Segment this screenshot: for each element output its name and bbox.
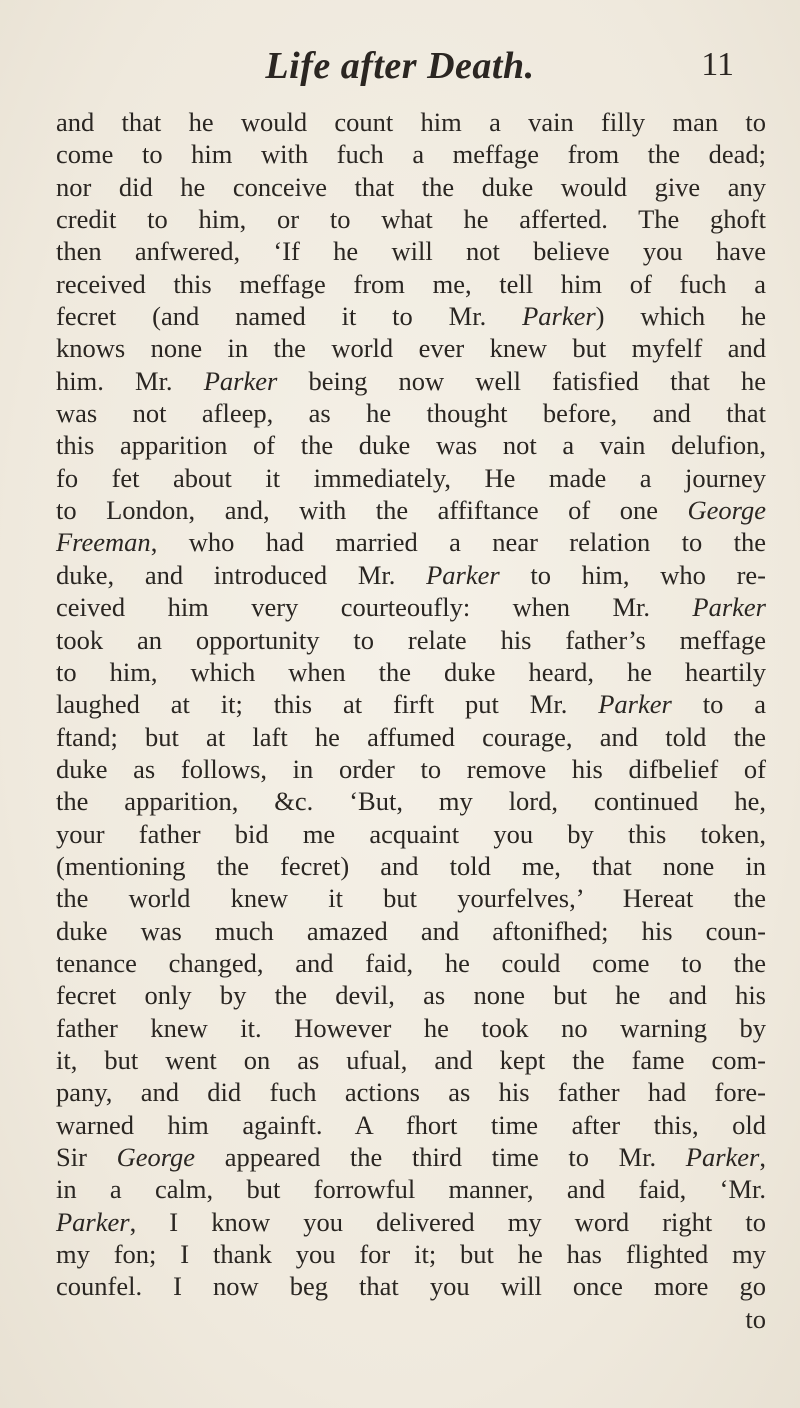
text-line: laughed at it; this at firft put Mr. Parker to a — [56, 689, 766, 720]
text-line: then anfwered, ‘If he will not believe you have — [56, 236, 766, 267]
text-line: Sir George appeared the third time to Mr. Parker, — [56, 1142, 766, 1172]
text-line: ceived him very courteoufly: when Mr. Parker — [56, 592, 766, 623]
text-line: was not afleep, as he thought before, and that — [56, 398, 766, 429]
text-line: tenance changed, and faid, he could come to the — [56, 947, 766, 978]
text-line: the apparition, &c. ‘But, my lord, continued he, — [56, 786, 766, 817]
catchword: to — [745, 1303, 766, 1334]
text-line: credit to him, or to what he afferted. The ghoft — [56, 204, 766, 235]
text-line: my fon; I thank you for it; but he has flighted my — [56, 1239, 766, 1270]
text-line: father knew it. However he took no warning by — [56, 1012, 766, 1043]
text-line: duke was much amazed and aftonifhed; his coun- — [56, 915, 766, 946]
text-line: to London, and, with the affiftance of one George — [56, 495, 766, 526]
text-line: him. Mr. Parker being now well fatisfied that he — [56, 365, 766, 396]
text-line: fo fet about it immediately, He made a journey — [56, 462, 766, 493]
text-line: this apparition of the duke was not a vain delufion, — [56, 430, 766, 461]
body-text — [56, 106, 766, 1335]
text-line: and that he would count him a vain filly man to — [56, 107, 766, 137]
text-line: to him, which when the duke heard, he heartily — [56, 656, 766, 687]
text-line: duke as follows, in order to remove his difbelief of — [56, 753, 766, 784]
text-line: Parker, I know you delivered my word right to — [56, 1206, 766, 1237]
text-line: your father bid me acquaint you by this token, — [56, 818, 766, 849]
text-line: knows none in the world ever knew but myfelf and — [56, 333, 766, 364]
text-line: the world knew it but yourfelves,’ Hereat the — [56, 883, 766, 914]
text-line: Freeman, who had married a near relation to the — [56, 527, 766, 558]
text-line: counfel. I now beg that you will once more go — [56, 1271, 766, 1302]
text-line: ftand; but at laft he affumed courage, and told the — [56, 721, 766, 752]
text-line: received this meffage from me, tell him of fuch a — [56, 268, 766, 299]
text-line: in a calm, but forrowful manner, and faid, ‘Mr. — [56, 1174, 766, 1205]
text-line: (mentioning the fecret) and told me, that none in — [56, 850, 766, 881]
text-line: duke, and introduced Mr. Parker to him, who re- — [56, 559, 766, 590]
page-number: 11 — [701, 46, 734, 83]
text-line: fecret only by the devil, as none but he and his — [56, 980, 766, 1011]
text-line: nor did he conceive that the duke would give any — [56, 171, 766, 202]
text-line: pany, and did fuch actions as his father had fore- — [56, 1077, 766, 1108]
running-title: Life after Death. — [265, 45, 535, 87]
text-line: come to him with fuch a meffage from the dead; — [56, 139, 766, 170]
text-line: warned him againft. A fhort time after this, old — [56, 1109, 766, 1140]
text-line: fecret (and named it to Mr. Parker) which he — [56, 301, 766, 332]
text-line: it, but went on as ufual, and kept the fame com- — [56, 1044, 766, 1075]
text-line: took an opportunity to relate his father’s meffage — [56, 624, 766, 655]
